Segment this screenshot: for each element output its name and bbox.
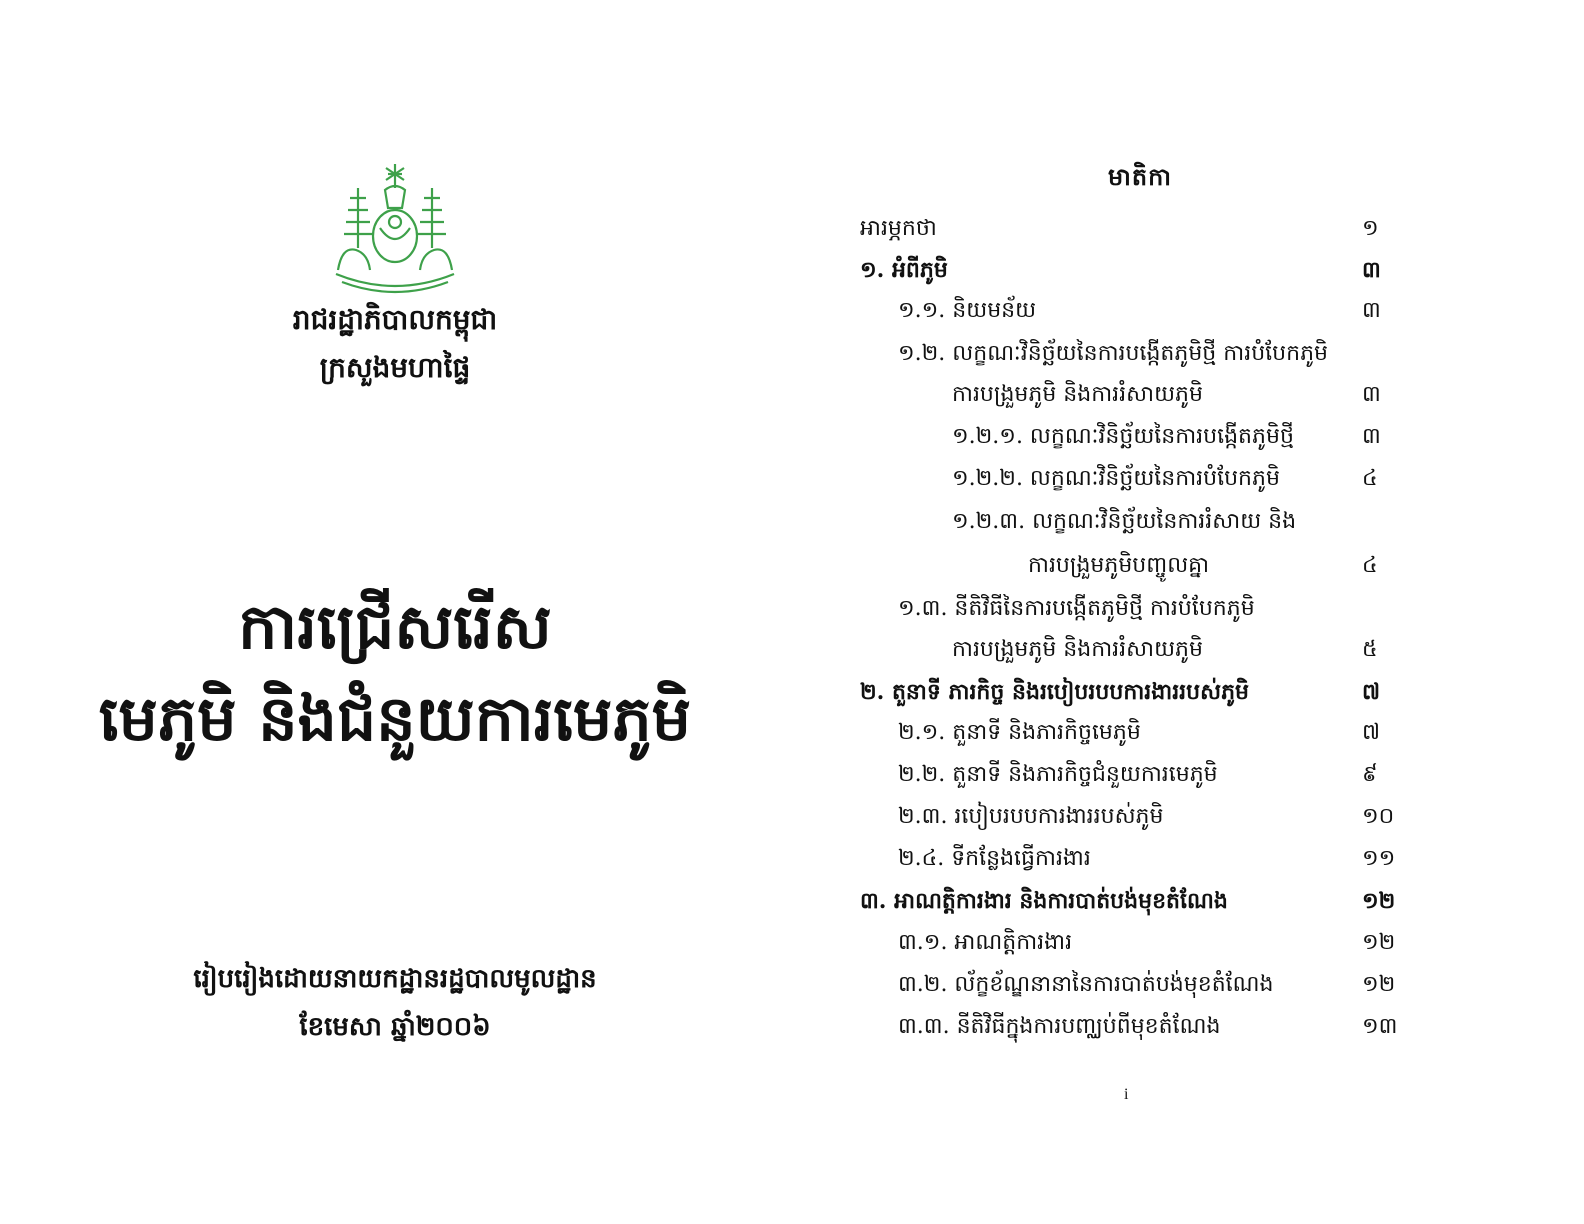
page-number: i bbox=[1124, 1086, 1129, 1103]
toc-entry-page: ៥ bbox=[1362, 637, 1378, 662]
toc-entry-text: ការបង្រួមភូមិបញ្ចូលគ្នា bbox=[1028, 553, 1210, 578]
toc-entry-page: ៩ bbox=[1362, 762, 1378, 787]
toc-entry-page: ១៣ bbox=[1362, 1014, 1398, 1039]
toc-entry bbox=[860, 800, 1420, 834]
royal-emblem-icon bbox=[328, 158, 462, 294]
toc-entry-text: ការបង្រួមភូមិ និងការរំសាយភូមិ bbox=[952, 382, 1203, 407]
toc-entry bbox=[860, 212, 1420, 246]
toc-entry bbox=[860, 968, 1420, 1002]
toc-entry-text: ២.២. តួនាទី និងភារកិច្ចជំនួយការមេភូមិ bbox=[898, 762, 1218, 787]
toc-entry-page: ១១ bbox=[1362, 846, 1396, 871]
toc-entry bbox=[860, 926, 1420, 960]
toc-entry bbox=[860, 758, 1420, 792]
toc-entry bbox=[860, 337, 1420, 371]
toc-entry-text: ១.៣. នីតិវិធីនៃការបង្កើតភូមិថ្មី ការបំបែកភូមិ bbox=[898, 596, 1255, 621]
toc-entry bbox=[860, 420, 1420, 454]
table-of-contents bbox=[860, 0, 1420, 1224]
toc-entry-page: ១២ bbox=[1362, 930, 1396, 955]
document-title-line2: មេភូមិ និងជំនួយការមេភូមិ bbox=[98, 682, 692, 755]
toc-entry-page: ១២ bbox=[1362, 888, 1396, 914]
toc-entry bbox=[860, 1010, 1420, 1044]
toc-entry-text: ៣.៣. នីតិវិធីក្នុងការបញ្ឈប់ពីមុខតំណែង bbox=[898, 1014, 1221, 1039]
toc-entry bbox=[860, 884, 1420, 918]
toc-entry-page: ៧ bbox=[1362, 720, 1381, 745]
toc-entry-page: ១ bbox=[1362, 216, 1379, 241]
toc-entry-page: ៣ bbox=[1362, 382, 1381, 407]
toc-heading: មាតិកា bbox=[1108, 162, 1172, 191]
toc-entry-page: ៤ bbox=[1362, 553, 1378, 578]
document-title-line1: ការជ្រើសរើស bbox=[238, 590, 552, 663]
toc-entry bbox=[860, 842, 1420, 876]
government-name: រាជរដ្ឋាភិបាលកម្ពុជា bbox=[292, 303, 498, 336]
toc-entry-text: ១.១. និយមន័យ bbox=[898, 298, 1037, 323]
toc-entry bbox=[860, 378, 1420, 412]
toc-entry-text: ១.២. លក្ខណៈវិនិច្ឆ័យនៃការបង្កើតភូមិថ្មី ការបំបែកភូមិ bbox=[898, 341, 1328, 366]
toc-entry-text: ៣. អាណត្តិការងារ និងការបាត់បង់មុខតំណែង bbox=[860, 888, 1228, 914]
toc-entry-text: ១.២.៣. លក្ខណៈវិនិច្ឆ័យនៃការរំសាយ និង bbox=[952, 509, 1297, 534]
toc-entry-text: ១.២.២. លក្ខណៈវិនិច្ឆ័យនៃការបំបែកភូមិ bbox=[952, 466, 1280, 491]
publication-date: ខែមេសា ឆ្នាំ២០០៦ bbox=[299, 1012, 491, 1042]
toc-entry-page: ៣ bbox=[1362, 257, 1381, 283]
toc-entry-page: ១២ bbox=[1362, 972, 1396, 997]
toc-entry bbox=[860, 462, 1420, 496]
toc-entry-text: អារម្ភកថា bbox=[860, 216, 937, 241]
toc-entry-text: ២.៣. របៀបរបបការងាររបស់ភូមិ bbox=[898, 804, 1164, 829]
toc-entry-text: ១.២.១. លក្ខណៈវិនិច្ឆ័យនៃការបង្កើតភូមិថ្មី bbox=[952, 424, 1294, 449]
toc-entry-page: ៤ bbox=[1362, 466, 1378, 491]
toc-entry bbox=[860, 294, 1420, 328]
author-line: រៀបរៀងដោយនាយកដ្ឋានរដ្ឋបាលមូលដ្ឋាន bbox=[193, 964, 597, 994]
toc-entry bbox=[860, 716, 1420, 750]
toc-entry bbox=[860, 505, 1420, 539]
toc-entry bbox=[860, 253, 1420, 287]
toc-entry-page: ៣ bbox=[1362, 298, 1381, 323]
toc-entry-text: ២.៤. ទីកន្លែងធ្វើការងារ bbox=[898, 846, 1091, 871]
toc-entry bbox=[860, 549, 1420, 583]
toc-entry-page: ៧ bbox=[1362, 679, 1381, 705]
toc-entry-text: ១. អំពីភូមិ bbox=[860, 257, 948, 283]
toc-entry-text: ២.១. តួនាទី និងភារកិច្ចមេភូមិ bbox=[898, 720, 1141, 745]
cover-page bbox=[0, 0, 790, 1224]
toc-entry-text: ៣.១. អាណត្តិការងារ bbox=[898, 930, 1073, 955]
toc-entry bbox=[860, 675, 1420, 709]
toc-entry-text: ការបង្រួមភូមិ និងការរំសាយភូមិ bbox=[952, 637, 1203, 662]
toc-entry-text: ៣.២. ល័ក្ខខ័ណ្ឌនានានៃការបាត់បង់មុខតំណែង bbox=[898, 972, 1274, 997]
toc-entry-page: ៣ bbox=[1362, 424, 1381, 449]
toc-entry bbox=[860, 633, 1420, 667]
toc-entry-text: ២. តួនាទី ភារកិច្ច និងរបៀបរបបការងាររបស់ភូមិ bbox=[860, 679, 1249, 705]
toc-entry-page: ១០ bbox=[1362, 804, 1395, 829]
toc-entry bbox=[860, 592, 1420, 626]
ministry-name: ក្រសួងមហាផ្ទៃ bbox=[319, 351, 471, 384]
